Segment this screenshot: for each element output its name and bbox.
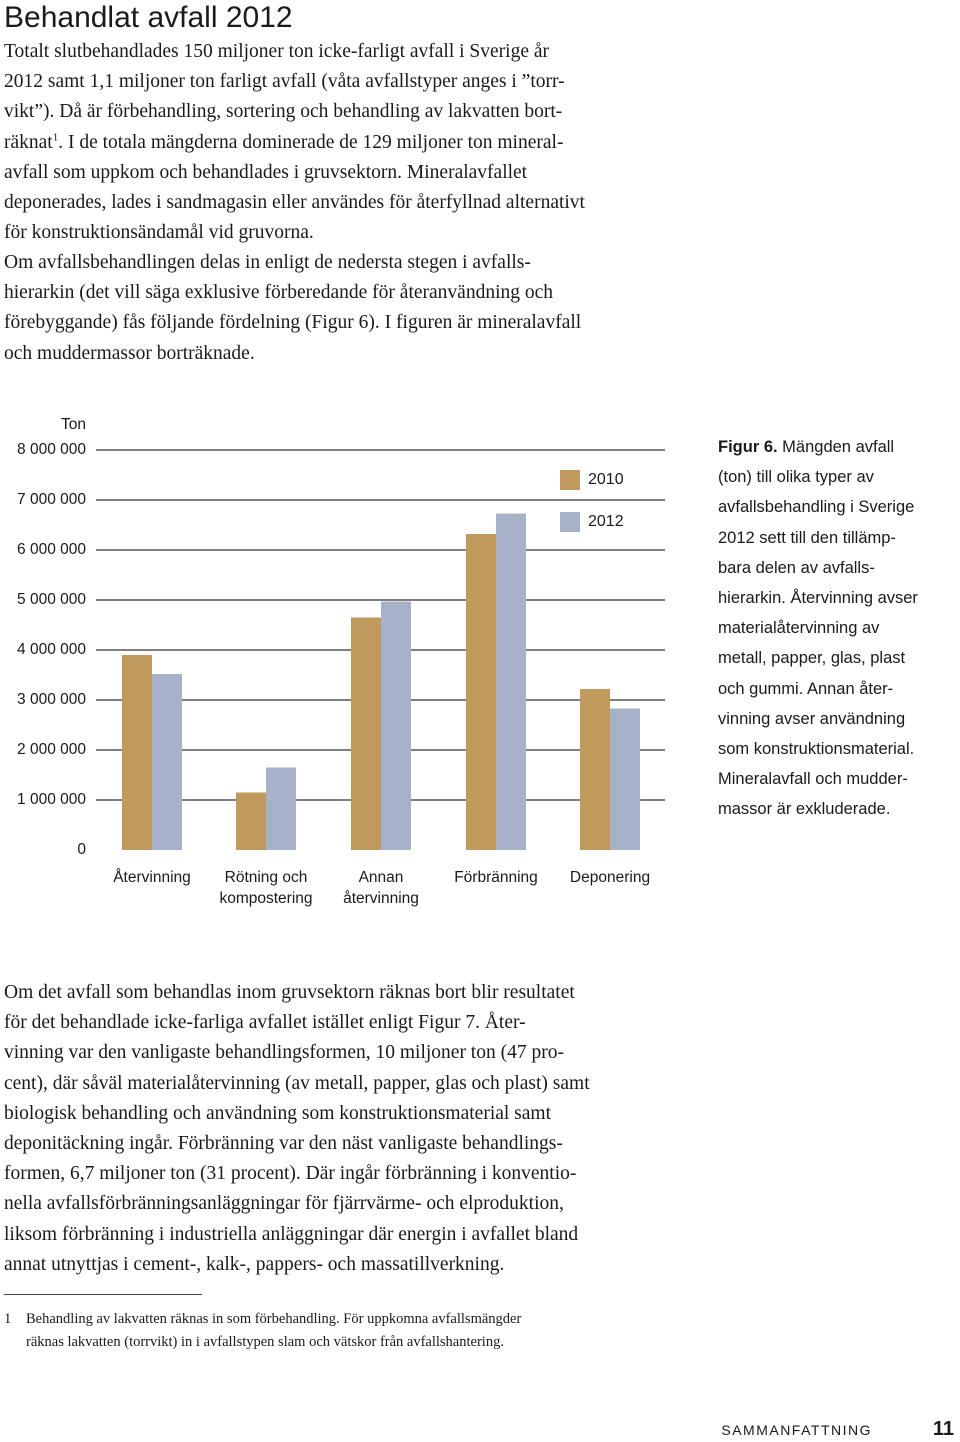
y-tick-label: 3 000 000 bbox=[17, 691, 86, 708]
figure-caption bbox=[718, 432, 954, 825]
footnote-reference[interactable]: 1 bbox=[52, 131, 59, 144]
intro-paragraph bbox=[4, 37, 694, 248]
page-footer bbox=[700, 1418, 956, 1440]
x-category-label-line: kompostering bbox=[219, 890, 313, 907]
caption-line: bara delen av avfalls- bbox=[718, 558, 875, 577]
page-number: 11 bbox=[932, 1418, 954, 1440]
x-category-label-line: Annan bbox=[358, 869, 404, 886]
text-fragment: räknat bbox=[4, 131, 53, 153]
legend-label: 2012 bbox=[588, 513, 624, 530]
page-heading: Behandlat avfall 2012 bbox=[4, 1, 293, 34]
bar-2012-1 bbox=[266, 768, 296, 851]
bar-2010-0 bbox=[122, 655, 152, 850]
bar-2010-3 bbox=[466, 534, 496, 850]
text-fragment: . I de totala mängderna dominerade de 129 miljoner ton mineral- bbox=[58, 131, 564, 153]
results-paragraph bbox=[4, 978, 694, 1280]
y-tick-label: 0 bbox=[77, 841, 86, 858]
y-tick-label: 5 000 000 bbox=[17, 591, 86, 608]
caption-line: massor är exkluderade. bbox=[718, 800, 891, 819]
caption-line: hierarkin. Återvinning avser bbox=[718, 589, 918, 608]
y-tick-label: 1 000 000 bbox=[17, 791, 86, 808]
text-line: och muddermassor borträknade. bbox=[4, 342, 255, 364]
caption-line: och gummi. Annan åter- bbox=[718, 679, 894, 698]
text-line: vinning var den vanligaste behandlingsformen, 10 miljoner ton (47 pro- bbox=[4, 1042, 564, 1064]
bar-2010-4 bbox=[580, 689, 610, 850]
x-category-label-line: Rötning och bbox=[224, 869, 308, 886]
caption-line: avfallsbehandling i Sverige bbox=[718, 498, 915, 517]
text-line: biologisk behandling och användning som konstruktionsmaterial samt bbox=[4, 1102, 552, 1124]
x-category-label-line: Återvinning bbox=[113, 869, 191, 886]
text-line: för det behandlade icke-farliga avfallet istället enligt Figur 7. Åter- bbox=[4, 1012, 526, 1034]
text-line: deponitäckning ingår. Förbränning var den näst vanligaste behandlings- bbox=[4, 1133, 563, 1155]
text-line: liksom förbränning i industriella anläggningar där energin i avfallet bland bbox=[4, 1223, 579, 1245]
text-line: formen, 6,7 miljoner ton (31 procent). Där ingår förbränning i konventio- bbox=[4, 1163, 577, 1185]
caption-line: metall, papper, glas, plast bbox=[718, 649, 906, 668]
caption-line: 2012 sett till den tillämp- bbox=[718, 528, 896, 547]
text-line: vikt”). Då är förbehandling, sortering och behandling av lakvatten bort- bbox=[4, 101, 563, 123]
text-line: hierarkin (det vill säga exklusive förberedande för återanvändning och bbox=[4, 282, 554, 304]
x-category-label-line: återvinning bbox=[343, 890, 419, 907]
footnote-line: räknas lakvatten (torrvikt) in i avfallstypen slam och vätskor från avfallshantering. bbox=[26, 1334, 504, 1350]
legend-swatch bbox=[560, 470, 580, 490]
text-line: deponerades, lades i sandmagasin eller användes för återfyllnad alternativt bbox=[4, 192, 585, 214]
footnote-divider bbox=[4, 1294, 202, 1295]
y-tick-label: 8 000 000 bbox=[17, 441, 86, 458]
caption-text: Mängden avfall bbox=[777, 438, 895, 456]
caption-line bbox=[718, 432, 954, 462]
text-line: cent), där såväl materialåtervinning (av metall, papper, glas och plast) samt bbox=[4, 1072, 590, 1094]
caption-line: (ton) till olika typer av bbox=[718, 468, 874, 487]
x-category-label-line: Deponering bbox=[569, 869, 651, 886]
text-line: för konstruktionsändamål vid gruvorna. bbox=[4, 222, 314, 244]
footnote-number: 1 bbox=[4, 1311, 12, 1327]
y-axis-unit-label: Ton bbox=[61, 416, 86, 433]
figure-label: Figur 6. bbox=[718, 438, 778, 456]
y-tick-label: 6 000 000 bbox=[17, 541, 86, 558]
text-line: förebyggande) fås följande fördelning (Figur 6). I figuren är mineralavfall bbox=[4, 312, 582, 334]
bar-2012-2 bbox=[381, 602, 411, 851]
bar-2012-4 bbox=[610, 709, 640, 851]
legend-swatch bbox=[560, 512, 580, 532]
x-category-label bbox=[87, 867, 217, 888]
x-category-label bbox=[545, 867, 675, 888]
y-tick-label: 7 000 000 bbox=[17, 491, 86, 508]
legend-label: 2010 bbox=[588, 471, 624, 488]
x-category-label bbox=[431, 867, 561, 888]
text-line: Totalt slutbehandlades 150 miljoner ton icke-farligt avfall i Sverige år bbox=[4, 41, 550, 62]
x-category-label-line: Förbränning bbox=[454, 869, 538, 886]
text-line: Om avfallsbehandlingen delas in enligt de nedersta stegen i avfalls- bbox=[4, 252, 531, 273]
bar-2012-3 bbox=[496, 514, 526, 851]
caption-line: materialåtervinning av bbox=[718, 619, 880, 638]
caption-line: Mineralavfall och mudder- bbox=[718, 770, 908, 789]
footnote-line: Behandling av lakvatten räknas in som förbehandling. För uppkomna avfallsmängder bbox=[26, 1311, 522, 1327]
text-line bbox=[4, 128, 694, 158]
bar-2012-0 bbox=[152, 674, 182, 850]
bar-2010-1 bbox=[236, 793, 266, 851]
hierarchy-paragraph bbox=[4, 248, 694, 369]
y-tick-label: 4 000 000 bbox=[17, 641, 86, 658]
y-tick-label: 2 000 000 bbox=[17, 741, 86, 758]
x-category-label bbox=[201, 867, 331, 909]
text-line: 2012 samt 1,1 miljoner ton farligt avfall (våta avfallstyper anges i ”torr- bbox=[4, 71, 565, 93]
bar-2010-2 bbox=[351, 618, 381, 851]
text-line: nella avfallsförbränningsanläggningar för fjärrvärme- och elproduktion, bbox=[4, 1193, 564, 1215]
section-name: SAMMANFATTNING bbox=[721, 1422, 872, 1438]
caption-line: vinning avser användning bbox=[718, 709, 906, 728]
x-category-label bbox=[316, 867, 446, 909]
caption-line: som konstruktionsmaterial. bbox=[718, 740, 915, 759]
text-line: annat utnyttjas i cement-, kalk-, pappers- och massatillverkning. bbox=[4, 1253, 505, 1275]
text-line: Om det avfall som behandlas inom gruvsektorn räknas bort blir resultatet bbox=[4, 982, 575, 1003]
text-line: avfall som uppkom och behandlades i gruvsektorn. Mineralavfallet bbox=[4, 161, 528, 183]
footnote bbox=[4, 1308, 521, 1354]
